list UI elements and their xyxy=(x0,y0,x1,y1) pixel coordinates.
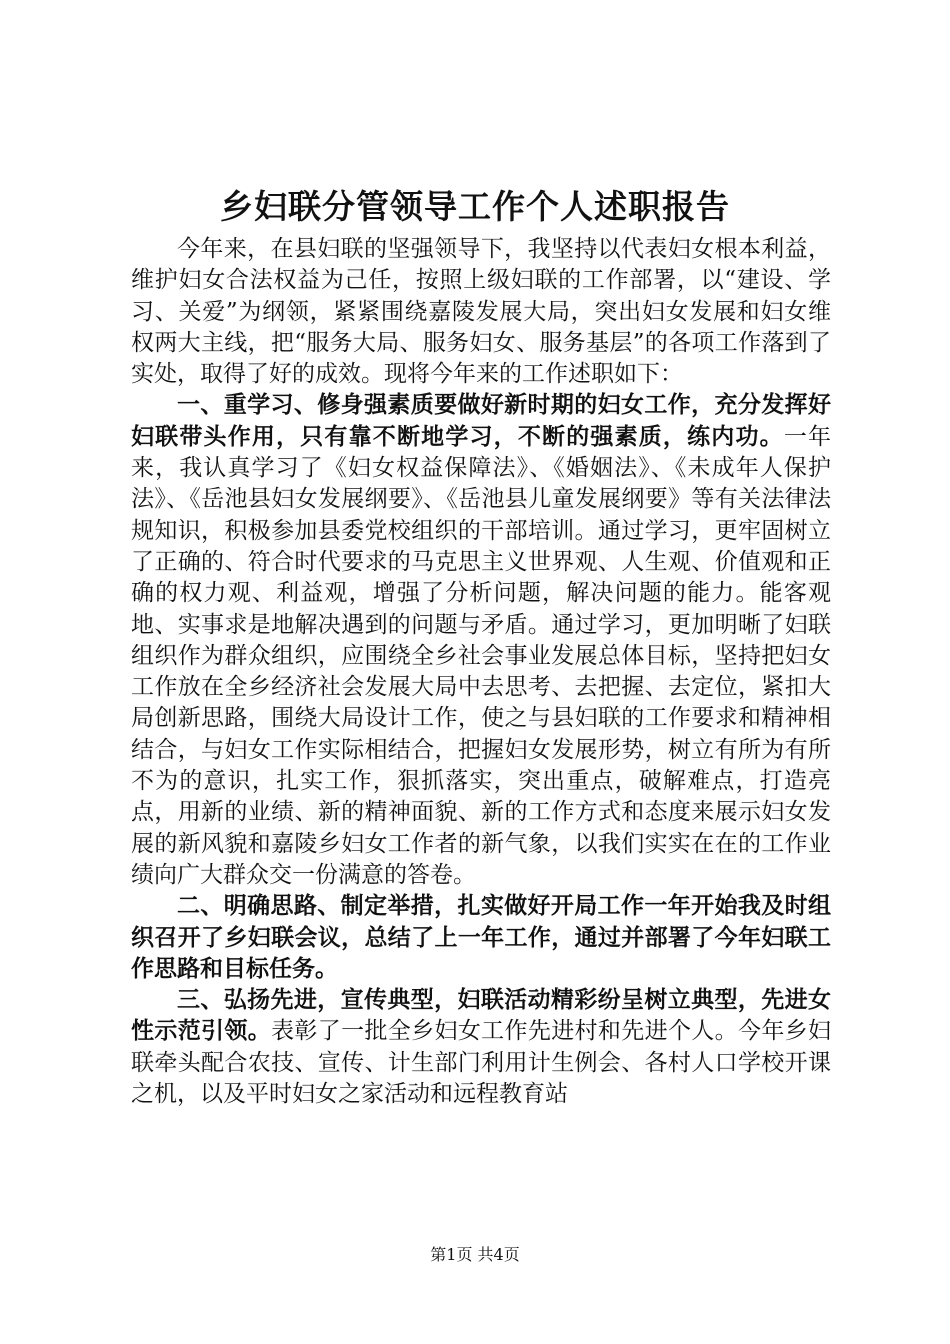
document-body xyxy=(131,234,831,1110)
section-body: 表彰了一批全乡妇女工作先进村和先进个人。今年乡妇联牵头配合农技、宣传、计生部门利用计生例会、各村人口学校开课之机，以及平时妇女之家活动和远程教育站 xyxy=(131,1018,832,1108)
section-heading: 三、弘扬先进，宣传典型，妇联活动精彩纷呈树立典型，先进女性示范引领。 xyxy=(131,987,831,1045)
section-paragraph xyxy=(131,891,831,985)
section-heading: 一、重学习、修身强素质要做好新时期的妇女工作，充分发挥好妇联带头作用，只有靠不断地学习，不断的强素质，练内功。 xyxy=(131,392,831,450)
document-title: 乡妇联分管领导工作个人述职报告 xyxy=(220,187,730,226)
intro-paragraph: 今年来，在县妇联的坚强领导下，我坚持以代表妇女根本利益，维护妇女合法权益为己任，按照上级妇联的工作部署，以“建设、学习、关爱”为纲领，紧紧围绕嘉陵发展大局，突出妇女发展和妇女维权两大主线，把“服务大局、服务妇女、服务基层”的各项工作落到了实处，取得了好的成效。现将今年来的工作述职如下： xyxy=(131,236,831,388)
section-paragraph xyxy=(131,390,831,891)
page-footer: 第1页 共4页 xyxy=(430,1245,520,1264)
section-paragraph xyxy=(131,985,831,1110)
section-body: 一年来，我认真学习了《妇女权益保障法》、《婚姻法》、《未成年人保护法》、《岳池县妇女发展纲要》、《岳池县儿童发展纲要》等有关法律法规知识，积极参加县委党校组织的干部培训。通过学习，更牢固树立了正确的、符合时代要求的马克思主义世界观、人生观、价值观和正确的权力观、利益观，增强了分析问题，解决问题的能力。能客观地、实事求是地解决遇到的问题与矛盾。通过学习，更加明晰了妇联组织作为群众组织，应围绕全乡社会事业发展总体目标，坚持把妇女工作放在全乡经济社会发展大局中去思考、去把握、去定位，紧扣大局创新思路，围绕大局设计工作，使之与县妇联的工作要求和精神相结合，与妇女工作实际相结合，把握妇女发展形势，树立有所为有所不为的意识，扎实工作，狠抓落实，突出重点，破解难点，打造亮点，用新的业绩、新的精神面貌、新的工作方式和态度来展示妇女发展的新风貌和嘉陵乡妇女工作者的新气象，以我们实实在在的工作业绩向广大群众交一份满意的答卷。 xyxy=(131,423,832,888)
section-heading: 二、明确思路、制定举措，扎实做好开局工作一年开始我及时组织召开了乡妇联会议，总结了上一年工作，通过并部署了今年妇联工作思路和目标任务。 xyxy=(131,893,831,982)
